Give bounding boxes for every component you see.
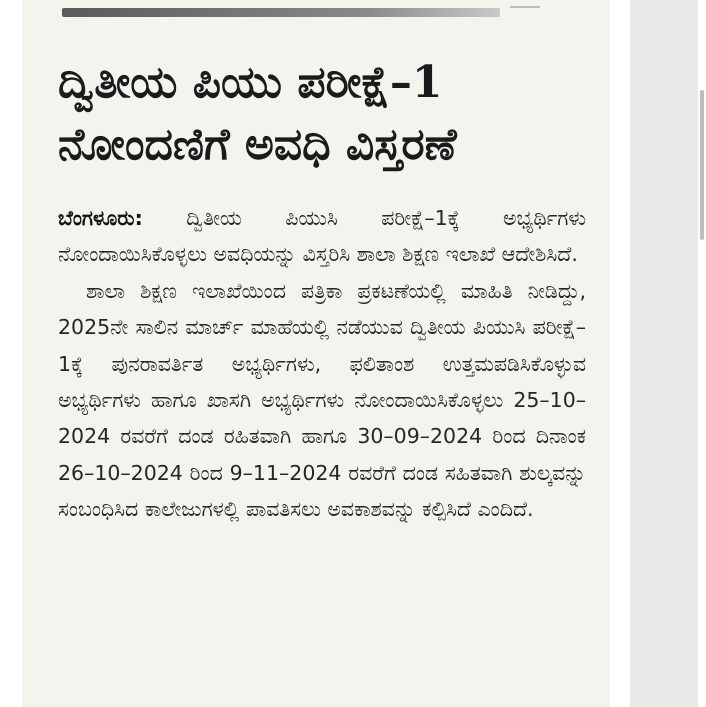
viewer-gutter [610,0,630,707]
paragraph-1 [58,200,586,273]
paragraph-1-text: ದ್ವಿತೀಯ ಪಿಯುಸಿ ಪರೀಕ್ಷೆ–1ಕ್ಕೆ ಅಭ್ಯರ್ಥಿಗಳು ನೋಂದಾಯಿಸಿಕೊಳ್ಳಲು ಅವಧಿಯನ್ನು ವಿಸ್ತರಿಸಿ ಶಾಲಾ ಶಿಕ್ಷಣ ಇಲಾಖೆ ಆದೇಶಿಸಿದೆ. [58,206,586,267]
article-body [58,200,586,528]
headline-line-2: ನೋಂದಣಿಗೆ ಅವಧಿ ವಿಸ್ತರಣೆ [58,119,457,170]
dateline: ಬೆಂಗಳೂರು: [58,206,143,230]
article-headline [58,52,598,176]
scrollbar-thumb[interactable] [700,90,704,240]
paragraph-2: ಶಾಲಾ ಶಿಕ್ಷಣ ಇಲಾಖೆಯಿಂದ ಪತ್ರಿಕಾ ಪ್ರಕಟಣೆಯಲ್ಲಿ ಮಾಹಿತಿ ನೀಡಿದ್ದು, 2025ನೇ ಸಾಲಿನ ಮಾರ್ಚ್ ಮಾಹೆಯಲ್ಲಿ ನಡೆಯುವ ದ್ವಿತೀಯ ಪಿಯುಸಿ ಪರೀಕ್ಷೆ–1ಕ್ಕೆ ಪುನರಾವರ್ತಿತ ಅಭ್ಯರ್ಥಿಗಳು, ಫಲಿತಾಂಶ ಉತ್ತಮಪಡಿಸಿಕೊಳ್ಳುವ ಅಭ್ಯರ್ಥಿಗಳು ಹಾಗೂ ಖಾಸಗಿ ಅಭ್ಯರ್ಥಿಗಳು ನೋಂದಾಯಿಸಿಕೊಳ್ಳಲು 25–10–2024 ರವರೆಗೆ ದಂಡ ರಹಿತವಾಗಿ ಹಾಗೂ 30–09–2024 ರಿಂದ ದಿನಾಂಕ 26–10–2024 ರಿಂದ 9–11–2024 ರವರೆಗೆ ದಂಡ ಸಹಿತವಾಗಿ ಶುಲ್ಕವನ್ನು ಸಂಬಂಧಿಸಿದ ಕಾಲೇಜುಗಳಲ್ಲಿ ಪಾವತಿಸಲು ಅವಕಾಶವನ್ನು ಕಲ್ಪಿಸಿದೆ ಎಂದಿದೆ. [58,278,586,522]
clipping-corner-mark [510,0,540,8]
side-panel [630,0,706,707]
headline-line-1: ದ್ವಿತೀಯ ಪಿಯು ಪರೀಕ್ಷೆ–1 [58,57,443,108]
top-divider-rule [62,8,500,17]
